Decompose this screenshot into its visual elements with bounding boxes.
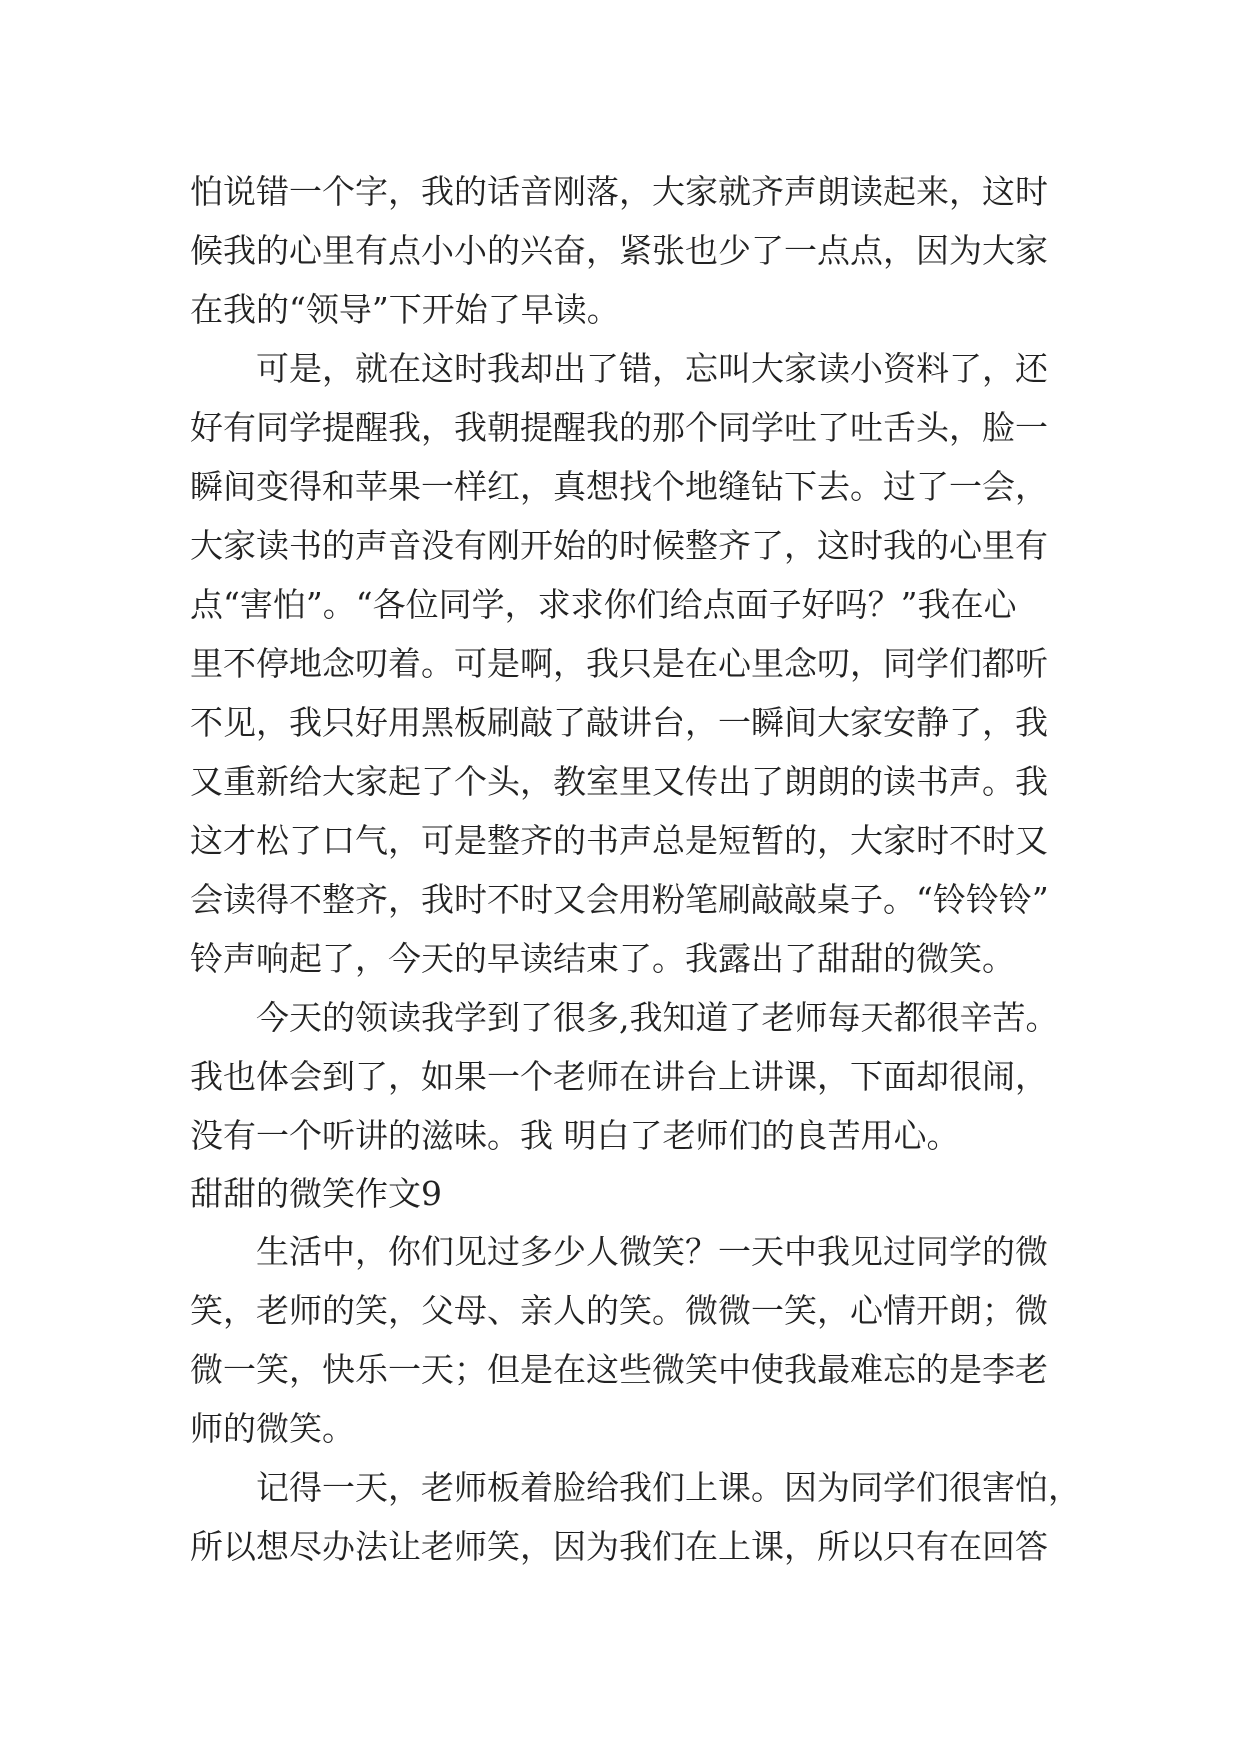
text-line: 瞬间变得和苹果一样红，真想找个地缝钻下去。过了一会， [190, 467, 1048, 506]
text-line: 点“害怕”。“各位同学，求求你们给点面子好吗？”我在心 [190, 585, 1017, 624]
paragraph-first-line: 可是，就在这时我却出了错，忘叫大家读小资料了，还 [256, 349, 1048, 388]
text-line: 师的微笑。 [190, 1409, 355, 1448]
text-line: 候我的心里有点小小的兴奋，紧张也少了一点点，因为大家 [190, 231, 1048, 270]
paragraph-first-line: 今天的领读我学到了很多,我知道了老师每天都很辛苦。 [256, 998, 1059, 1037]
text-line: 没有一个听讲的滋味。我 明白了老师们的良苦用心。 [190, 1116, 960, 1155]
paragraph-first-line: 记得一天，老师板着脸给我们上课。因为同学们很害怕， [256, 1468, 1081, 1507]
text-line: 笑，老师的笑，父母、亲人的笑。微微一笑，心情开朗；微 [190, 1291, 1048, 1330]
text-line: 怕说错一个字，我的话音刚落，大家就齐声朗读起来，这时 [190, 172, 1048, 211]
text-line: 铃声响起了，今天的早读结束了。我露出了甜甜的微笑。 [190, 939, 1015, 978]
text-line: 又重新给大家起了个头，教室里又传出了朗朗的读书声。我 [190, 762, 1048, 801]
text-line: 会读得不整齐，我时不时又会用粉笔刷敲敲桌子。“铃铃铃” [190, 880, 1049, 919]
text-line: 微一笑，快乐一天；但是在这些微笑中使我最难忘的是李老 [190, 1350, 1048, 1389]
text-line: 里不停地念叨着。可是啊，我只是在心里念叨，同学们都听 [190, 644, 1048, 683]
text-line: 我也体会到了，如果一个老师在讲台上讲课，下面却很闹， [190, 1057, 1048, 1096]
text-line: 不见，我只好用黑板刷敲了敲讲台，一瞬间大家安静了，我 [190, 703, 1048, 742]
text-line: 好有同学提醒我，我朝提醒我的那个同学吐了吐舌头，脸一 [190, 408, 1048, 447]
text-line: 所以想尽办法让老师笑，因为我们在上课，所以只有在回答 [190, 1527, 1048, 1566]
text-line: 大家读书的声音没有刚开始的时候整齐了，这时我的心里有 [190, 526, 1048, 565]
essay-text [190, 162, 1081, 1576]
text-line: 这才松了口气，可是整齐的书声总是短暂的，大家时不时又 [190, 821, 1048, 860]
section-heading: 甜甜的微笑作文9 [190, 1174, 442, 1213]
paragraph-first-line: 生活中，你们见过多少人微笑？一天中我见过同学的微 [256, 1232, 1048, 1271]
text-line: 在我的“领导”下开始了早读。 [190, 290, 620, 329]
